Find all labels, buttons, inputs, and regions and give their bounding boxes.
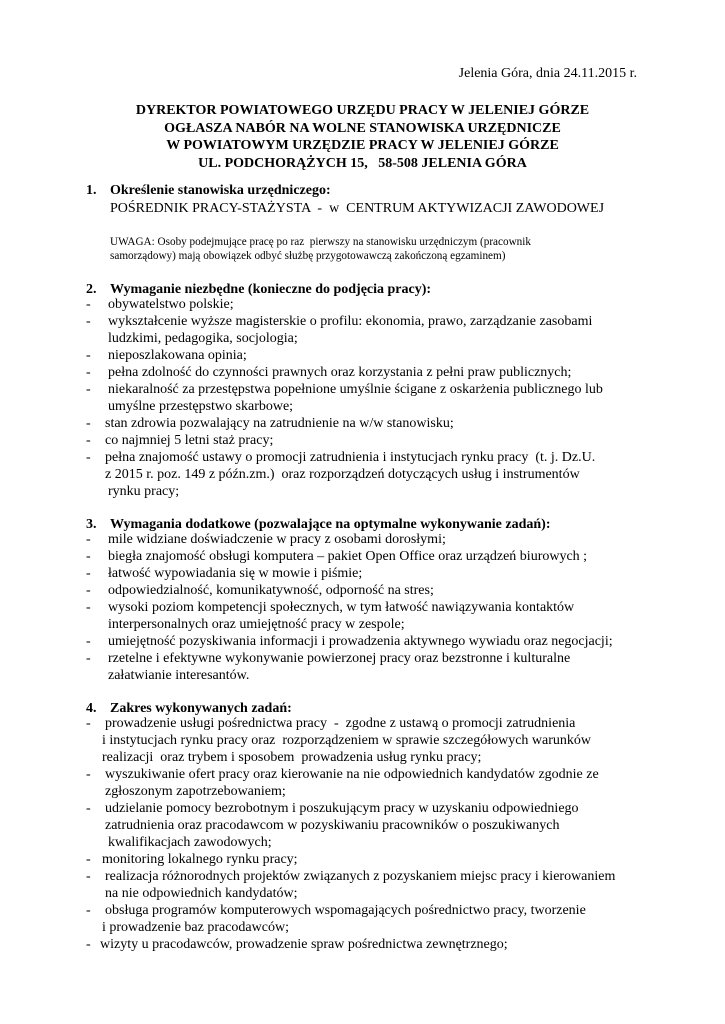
- dash-bullet: -: [86, 433, 91, 448]
- header-line: DYREKTOR POWIATOWEGO URZĘDU PRACY W JELENIEJ GÓRZE: [135, 103, 590, 118]
- dash-bullet: -: [86, 416, 91, 431]
- section-3-heading: [86, 516, 551, 533]
- dash-bullet: -: [86, 450, 91, 465]
- section-number: 2.: [86, 282, 97, 297]
- position-title: POŚREDNIK PRACY-STAŻYSTA - w CENTRUM AKTYWIZACJI ZAWODOWEJ: [110, 201, 605, 216]
- dash-bullet: -: [86, 600, 91, 615]
- dash-bullet: -: [86, 716, 91, 731]
- dash-bullet: -: [86, 903, 91, 918]
- list-item: zgłoszonym zapotrzebowaniem;: [105, 784, 286, 799]
- header-line: UL. PODCHORĄŻYCH 15, 58-508 JELENIA GÓRA: [198, 155, 527, 171]
- header-line: W POWIATOWYM URZĘDZIE PRACY W JELENIEJ GÓRZE: [166, 138, 559, 153]
- list-item: wyszukiwanie ofert pracy oraz kierowanie na nie odpowiednich kandydatów zgodnie ze: [105, 767, 599, 782]
- list-item: wykształcenie wyższe magisterskie o profilu: ekonomia, prawo, zarządzanie zasobami: [108, 314, 593, 329]
- dash-bullet: -: [86, 566, 91, 581]
- dash-bullet: -: [86, 365, 91, 380]
- list-item: łatwość wypowiadania się w mowie i piśmie;: [108, 566, 363, 581]
- dash-bullet: -: [86, 532, 91, 547]
- section-title: Wymaganie niezbędne (konieczne do podjęcia pracy):: [110, 282, 432, 297]
- dash-bullet: -: [86, 297, 91, 312]
- section-title: Wymagania dodatkowe (pozwalające na optymalne wykonywanie zadań):: [110, 517, 551, 532]
- section-title: Zakres wykonywanych zadań:: [110, 701, 292, 716]
- list-item: odpowiedzialność, komunikatywność, odporność na stres;: [108, 583, 434, 598]
- note-line: samorządowy) mają obowiązek odbyć służbę przygotowawczą zakończoną egzaminem): [110, 250, 506, 262]
- list-item: pełna znajomość ustawy o promocji zatrudnienia i instytucjach rynku pracy (t. j. Dz.U.: [105, 450, 596, 465]
- list-item: obywatelstwo polskie;: [108, 297, 234, 312]
- list-item: prowadzenie usługi pośrednictwa pracy - zgodne z ustawą o promocji zatrudnienia: [105, 716, 576, 731]
- date-line: Jelenia Góra, dnia 24.11.2015 r.: [458, 66, 637, 81]
- dash-bullet: -: [86, 583, 91, 598]
- list-item: monitoring lokalnego rynku pracy;: [102, 852, 298, 867]
- dash-bullet: -: [86, 549, 91, 564]
- list-item: wizyty u pracodawców, prowadzenie spraw pośrednictwa zewnętrznego;: [100, 937, 508, 952]
- section-number: 1.: [86, 183, 97, 198]
- dash-bullet: -: [86, 937, 91, 952]
- list-item: zatrudnienia oraz pracodawcom w pozyskiwaniu pracowników o poszukiwanych: [105, 818, 560, 833]
- list-item: nieposzlakowana opinia;: [108, 348, 247, 363]
- list-item: umiejętność pozyskiwania informacji i prowadzenia aktywnego wywiadu oraz negocjacji;: [108, 634, 613, 649]
- dash-bullet: -: [86, 869, 91, 884]
- list-item: pełna zdolność do czynności prawnych oraz korzystania z pełni praw publicznych;: [108, 365, 572, 380]
- note-line: UWAGA: Osoby podejmujące pracę po raz pierwszy na stanowisku urzędniczym (pracownik: [110, 236, 531, 248]
- header-line: OGŁASZA NABÓR NA WOLNE STANOWISKA URZĘDNICZE: [164, 120, 561, 136]
- list-item: rzetelne i efektywne wykonywanie powierzonej pracy oraz bezstronne i kulturalne: [108, 651, 571, 666]
- dash-bullet: -: [86, 852, 91, 867]
- section-1-heading: [86, 182, 331, 199]
- section-4-heading: [86, 700, 292, 717]
- list-item: umyślne przestępstwo skarbowe;: [108, 399, 294, 414]
- dash-bullet: -: [86, 634, 91, 649]
- list-item: realizacja różnorodnych projektów związanych z pozyskaniem miejsc pracy i kierowaniem: [105, 869, 616, 884]
- list-item: interpersonalnych oraz umiejętność pracy w zespole;: [108, 617, 405, 632]
- announcement-header: [0, 102, 725, 172]
- dash-bullet: -: [86, 348, 91, 363]
- list-item: z 2015 r. poz. 149 z późn.zm.) oraz rozporządzeń dotyczących usług i instrumentów: [105, 467, 580, 482]
- dash-bullet: -: [86, 801, 91, 816]
- list-item: i prowadzenie baz pracodawców;: [102, 920, 289, 935]
- list-item: mile widziane doświadczenie w pracy z osobami dorosłymi;: [108, 532, 446, 547]
- list-item: ludzkimi, pedagogika, socjologia;: [108, 331, 298, 346]
- list-item: realizacji oraz trybem i sposobem prowadzenia usług rynku pracy;: [102, 750, 482, 765]
- dash-bullet: -: [86, 767, 91, 782]
- list-item: rynku pracy;: [108, 484, 180, 499]
- dash-bullet: -: [86, 382, 91, 397]
- list-item: biegła znajomość obsługi komputera – pakiet Open Office oraz urządzeń biurowych ;: [108, 549, 588, 564]
- list-item: załatwianie interesantów.: [108, 668, 250, 683]
- list-item: co najmniej 5 letni staż pracy;: [105, 433, 274, 448]
- section-title: Określenie stanowiska urzędniczego:: [110, 183, 331, 198]
- section-2-heading: [86, 281, 431, 298]
- section-number: 3.: [86, 517, 97, 532]
- dash-bullet: -: [86, 651, 91, 666]
- list-item: kwalifikacjach zawodowych;: [108, 835, 272, 850]
- list-item: wysoki poziom kompetencji społecznych, w tym łatwość nawiązywania kontaktów: [108, 600, 575, 615]
- list-item: i instytucjach rynku pracy oraz rozporządzeniem w sprawie szczegółowych warunków: [102, 733, 592, 748]
- list-item: stan zdrowia pozwalający na zatrudnienie na w/w stanowisku;: [105, 416, 454, 431]
- dash-bullet: -: [86, 314, 91, 329]
- list-item: obsługa programów komputerowych wspomagających pośrednictwo pracy, tworzenie: [105, 903, 586, 918]
- list-item: niekaralność za przestępstwa popełnione umyślnie ścigane z oskarżenia publicznego lub: [108, 382, 603, 397]
- list-item: udzielanie pomocy bezrobotnym i poszukującym pracy w uzyskaniu odpowiedniego: [105, 801, 579, 816]
- list-item: na nie odpowiednich kandydatów;: [105, 886, 298, 901]
- section-number: 4.: [86, 701, 97, 716]
